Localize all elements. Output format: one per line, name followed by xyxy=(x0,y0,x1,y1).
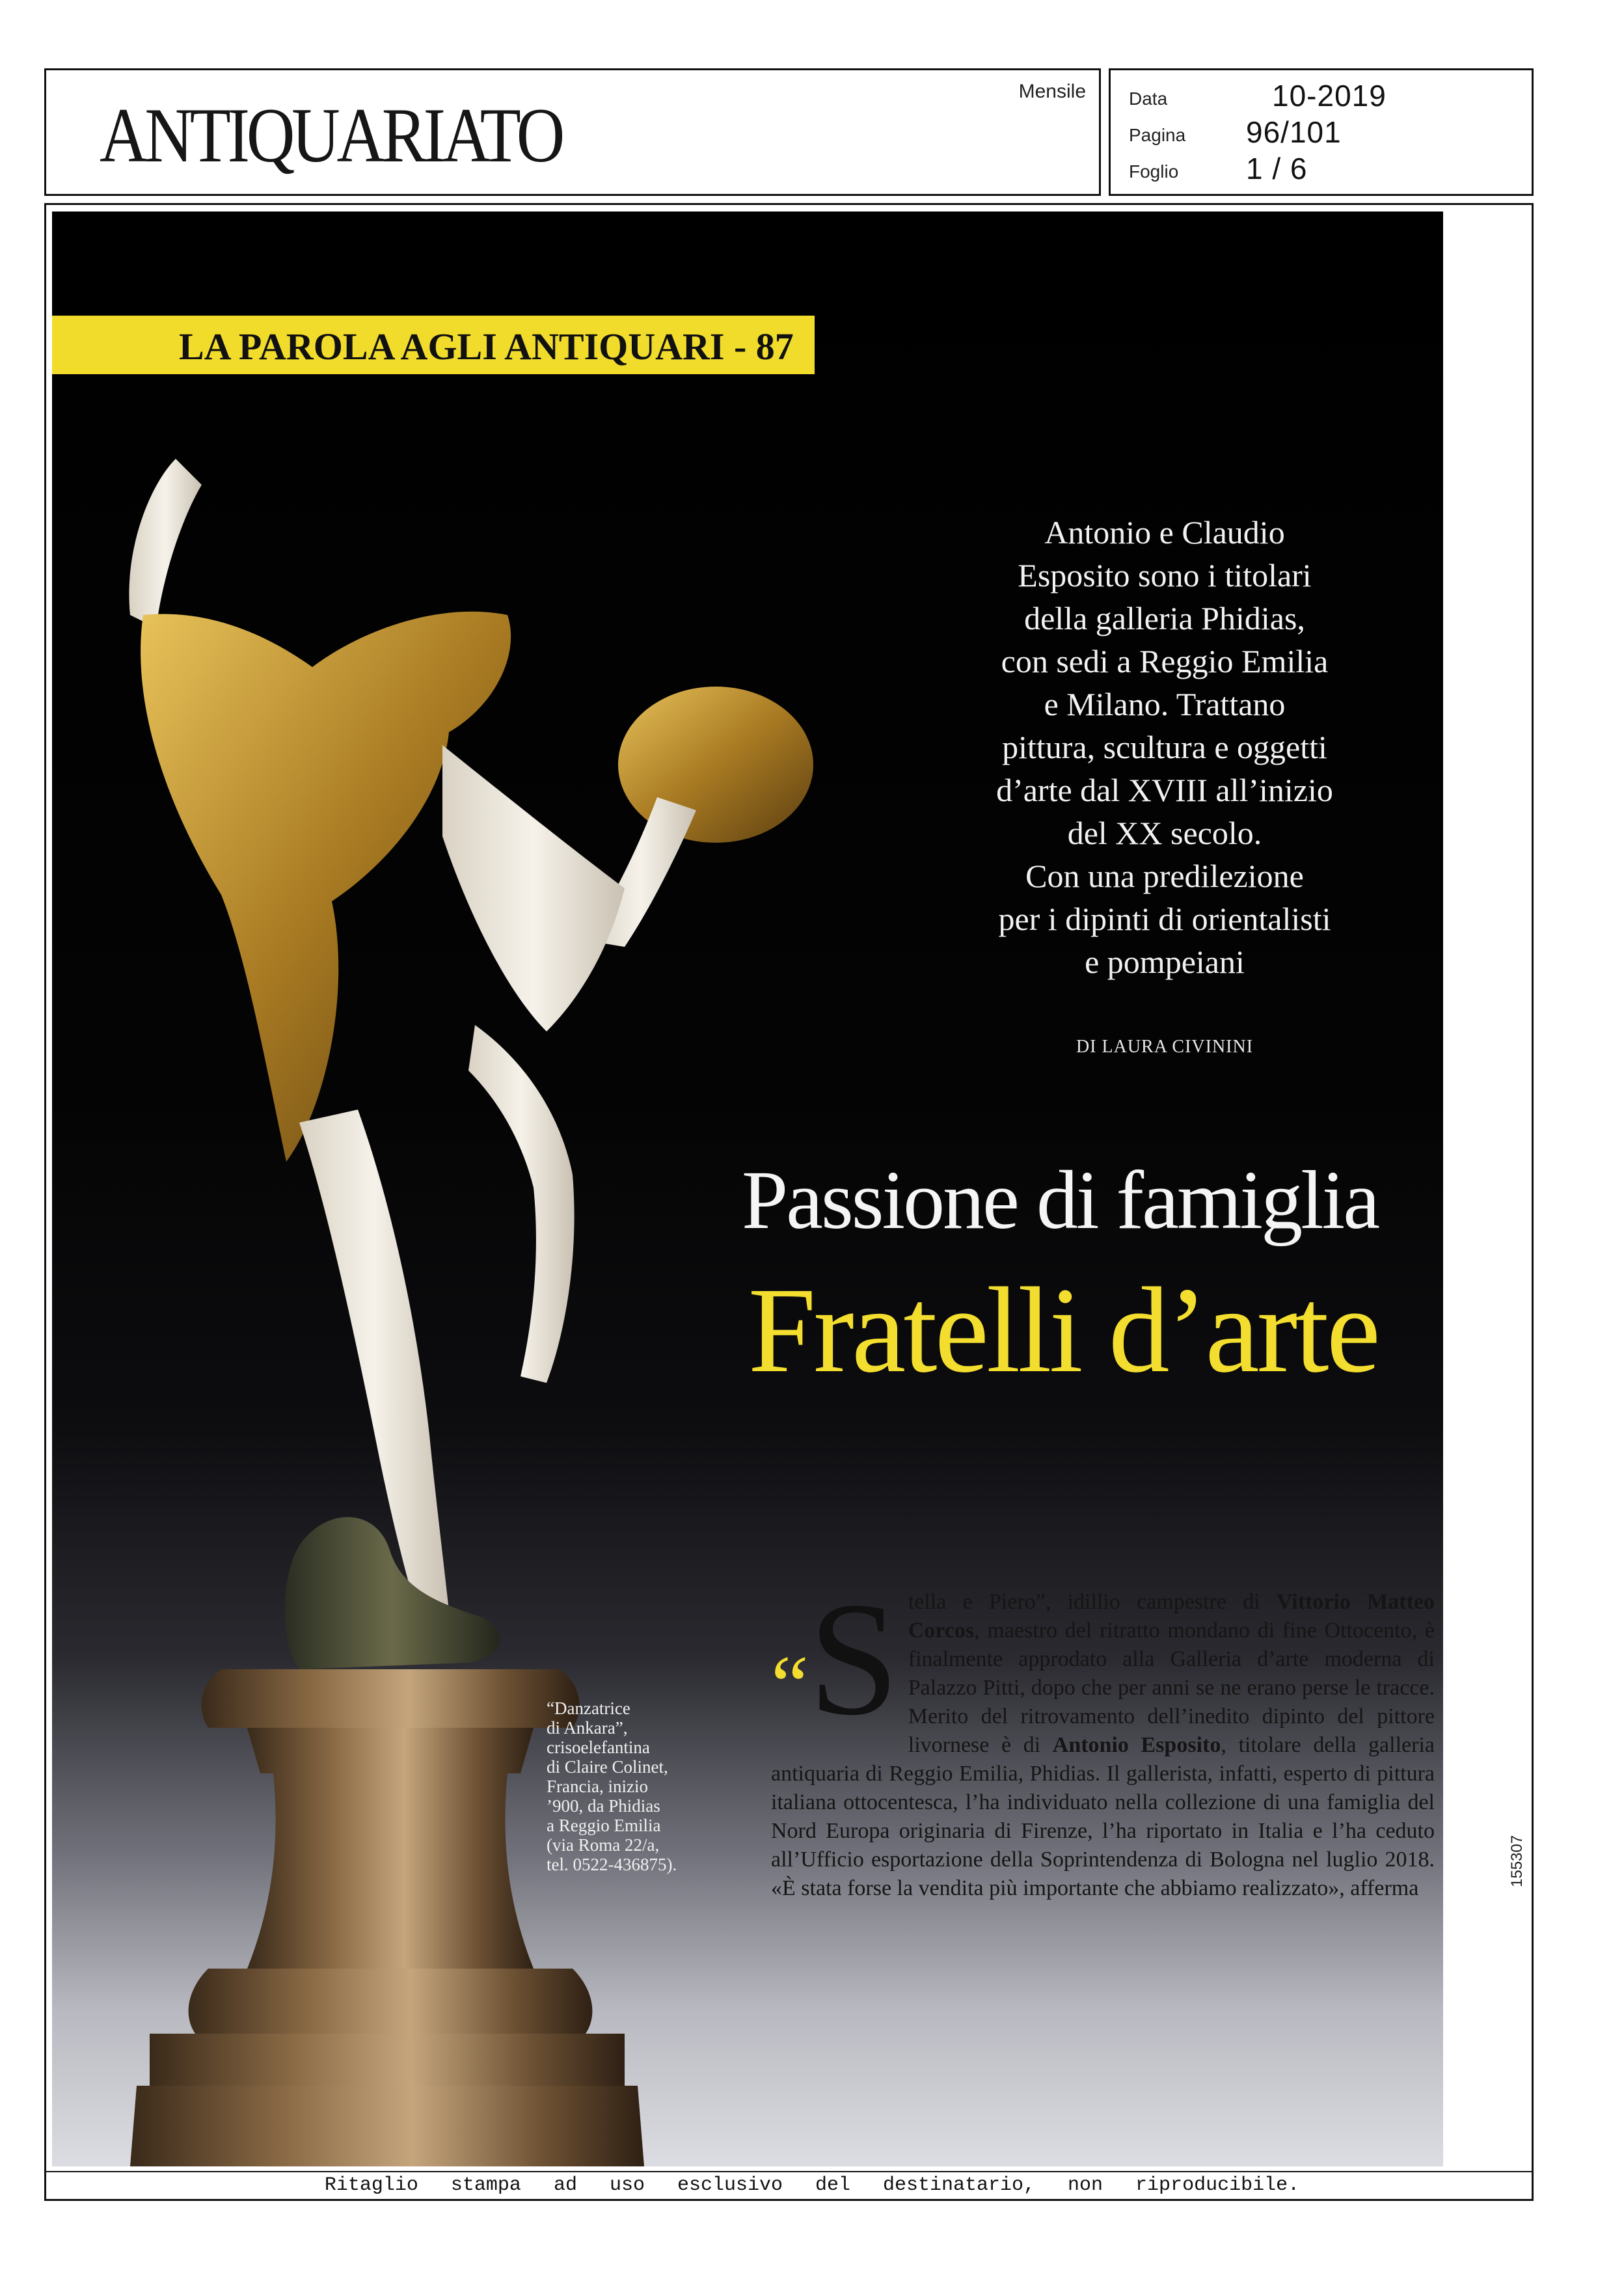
section-kicker-bar xyxy=(52,316,815,374)
footer-disclaimer: Ritaglio stampa ad uso esclusivo del destinatario, non riproducibile. xyxy=(324,2174,1300,2196)
caption-line: crisoelefantina xyxy=(547,1738,650,1757)
masthead-box xyxy=(44,68,1101,196)
clipping-id-code: 155307 xyxy=(1508,1835,1526,1887)
standfirst-line: Antonio e Claudio xyxy=(1044,514,1285,551)
photo-caption xyxy=(547,1699,761,1874)
caption-line: di Claire Colinet, xyxy=(547,1757,668,1777)
publication-logo: ANTIQUARIATO xyxy=(100,92,562,178)
author-byline: DI LAURA CIVININI xyxy=(1076,1037,1254,1057)
opening-quote: “ xyxy=(771,1639,809,1732)
caption-line: ’900, da Phidias xyxy=(547,1796,660,1816)
body-text-segment: tella e Piero”, idillio campestre di xyxy=(908,1590,1260,1614)
body-text-segment: , titolare della galleria antiquaria di Reggio Emilia, Phidias. Il gallerista, infatti, esperto di pittura italiana ottocentesca, l’ha individuato nella collezione di una famiglia del Nord Europa originaria di Firenze, l’ha riportato in Italia e l’ha ceduto all’Ufficio esportazione della Soprintendenza di Bologna nel luglio 2018. «È stata forse la vendita più importante che abbiamo realizzato», afferma xyxy=(771,1733,1435,1900)
standfirst-line: del XX secolo. xyxy=(1067,815,1262,851)
headline-line-2: Fratelli d’arte xyxy=(748,1262,1378,1398)
pagina-label: Pagina xyxy=(1129,125,1186,145)
pagina-value: 96/101 xyxy=(1246,115,1342,149)
caption-line: a Reggio Emilia xyxy=(547,1816,661,1835)
article-body xyxy=(771,1569,1435,1903)
data-label: Data xyxy=(1129,89,1168,109)
body-bold-name: Vittorio Matteo Corcos xyxy=(908,1590,1435,1643)
caption-line: tel. 0522-436875). xyxy=(547,1855,677,1874)
footer-divider xyxy=(46,2171,1532,2172)
frequency-label: Mensile xyxy=(1018,81,1086,102)
standfirst-line: pittura, scultura e oggetti xyxy=(1002,729,1327,765)
data-value: 10-2019 xyxy=(1272,79,1387,113)
article-standfirst xyxy=(904,511,1425,983)
body-text-segment: , maestro del ritratto mondano di fine Ottocento, è finalmente approdato alla Galleria d’arte moderna di Palazzo Pitti, dopo che per anni se ne erano perse le tracce. Merito del ritrovamento dell’inedito dipinto del pittore livornese è di xyxy=(908,1618,1435,1757)
standfirst-line: Con una predilezione xyxy=(1025,858,1304,894)
caption-line: “Danzatrice xyxy=(547,1699,630,1718)
standfirst-line: d’arte dal XVIII all’inizio xyxy=(996,772,1333,808)
section-kicker: LA PAROLA AGLI ANTIQUARI - 87 xyxy=(179,325,794,368)
foglio-label: Foglio xyxy=(1129,161,1179,182)
standfirst-line: per i dipinti di orientalisti xyxy=(998,901,1331,937)
drop-cap-letter: S xyxy=(808,1569,899,1749)
foglio-value: 1 / 6 xyxy=(1246,152,1308,185)
standfirst-line: e Milano. Trattano xyxy=(1044,686,1286,722)
standfirst-line: con sedi a Reggio Emilia xyxy=(1001,643,1329,679)
headline-line-1: Passione di famiglia xyxy=(741,1154,1378,1246)
standfirst-line: Esposito sono i titolari xyxy=(1018,557,1312,594)
caption-line: (via Roma 22/a, xyxy=(547,1835,660,1855)
body-bold-name: Antonio Esposito xyxy=(1052,1733,1221,1757)
article-photo-area xyxy=(52,212,1443,2166)
caption-line: di Ankara”, xyxy=(547,1718,628,1738)
drop-cap xyxy=(771,1569,899,1751)
metadata-box xyxy=(1109,68,1534,196)
caption-line: Francia, inizio xyxy=(547,1777,648,1796)
standfirst-line: della galleria Phidias, xyxy=(1024,600,1305,636)
standfirst-line: e pompeiani xyxy=(1085,944,1245,980)
